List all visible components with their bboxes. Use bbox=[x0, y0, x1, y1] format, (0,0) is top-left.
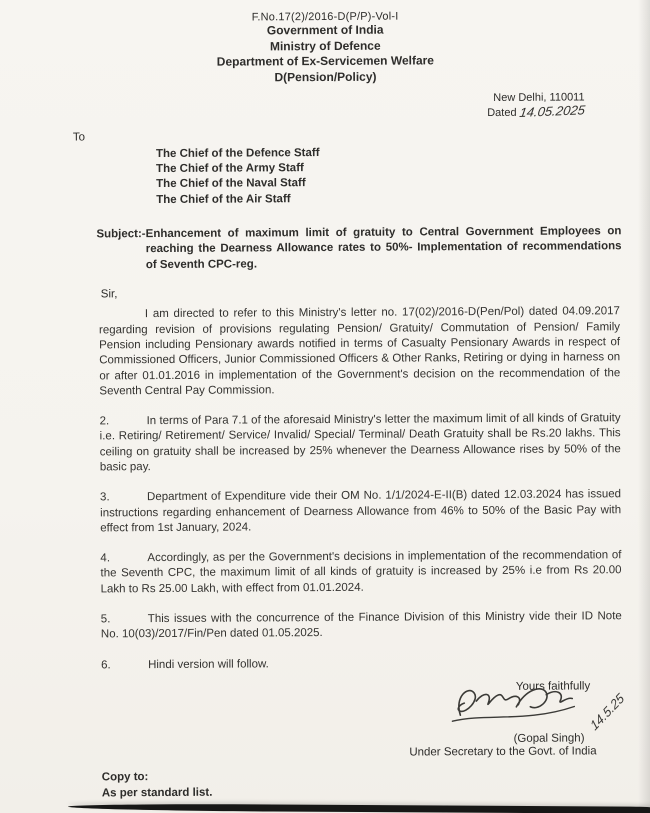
paragraph-2-number: 2. bbox=[99, 415, 110, 428]
copy-to-block bbox=[102, 766, 650, 801]
paragraph-4-text: Accordingly, as per the Government's decisions in implementation of the recommendation of the Seventh CPC, the maximum limit of all kinds of gratuity is increased by 25% i.e from Rs 20.00 Lakh to Rs 25.00 Lakh, with effect from 01.01.2024. bbox=[100, 549, 622, 596]
subject-block bbox=[96, 224, 621, 274]
paragraph-6-text: Hindi version will follow. bbox=[148, 658, 269, 671]
copy-to-label: Copy to: bbox=[101, 771, 149, 784]
paragraph-5 bbox=[101, 609, 622, 643]
org-pension-policy: D(Pension/Policy) bbox=[274, 69, 377, 84]
signatory-designation: Under Secretary to the Govt. of India bbox=[409, 745, 597, 759]
paragraph-2 bbox=[100, 411, 621, 475]
file-number: F.No.17(2)/2016-D(P/P)-Vol-I bbox=[251, 10, 399, 24]
paragraph-6 bbox=[101, 655, 622, 673]
paragraph-6-number: 6. bbox=[101, 658, 111, 672]
paragraph-3 bbox=[100, 487, 621, 536]
place-date-block bbox=[1, 90, 650, 123]
signatory-name: (Gopal Singh) bbox=[513, 732, 585, 745]
to-label: To bbox=[72, 131, 86, 144]
copy-to-value: As per standard list. bbox=[101, 786, 213, 800]
paragraph-4-number: 4. bbox=[100, 552, 111, 565]
dated-label: Dated bbox=[487, 106, 517, 120]
closing-yours-faithfully: Yours faithfully bbox=[515, 680, 591, 693]
salutation: Sir, bbox=[100, 288, 118, 301]
addressee-list bbox=[156, 144, 650, 208]
place-line: New Delhi, 110011 bbox=[493, 91, 585, 104]
signature-scrawl-icon bbox=[446, 676, 596, 737]
handwritten-date: 14.05.2025 bbox=[518, 102, 586, 120]
addressee-army-staff: The Chief of the Army Staff bbox=[155, 162, 304, 176]
letter-header bbox=[0, 0, 650, 87]
paragraph-2-text: In terms of Para 7.1 of the aforesaid Ministry's letter the maximum limit of all kinds of Gratuity i.e. Retiring/ Retirement/ Service/ Invalid/ Special/ Terminal/ Death Gratuity shall be Rs.20 lakhs. This ceiling on gratuity shall be increased by 25% whenever the Dearness Allowance rises by 50% of the basic pay. bbox=[99, 412, 621, 474]
addressee-defence-staff: The Chief of the Defence Staff bbox=[155, 147, 320, 161]
paragraph-5-text: This issues with the concurrence of the Finance Division of this Ministry vide their ID Note No. 10(03)/2017/Fin/Pen dated 01.05.2025. bbox=[100, 610, 622, 641]
paragraph-4 bbox=[100, 548, 621, 597]
org-ministry-of-defence: Ministry of Defence bbox=[269, 38, 381, 53]
subject-text: Enhancement of maximum limit of gratuity to Central Government Employees on reaching the Dearness Allowance rates to 50%- Implementation of recommendations of Seventh CPC-reg. bbox=[145, 225, 622, 271]
subject-label: Subject:- bbox=[96, 227, 146, 241]
paragraph-5-number: 5. bbox=[100, 613, 111, 626]
paragraph-3-text: Department of Expenditure vide their OM No. 1/1/2024-E-II(B) dated 12.03.2024 has issued instructions regarding enhancement of Dearness Allowance from 46% to 50% of the Basic Pay with effect from 1st January, 2024. bbox=[100, 488, 622, 535]
scan-bottom-edge bbox=[68, 803, 650, 813]
org-department: Department of Ex-Servicemen Welfare bbox=[216, 53, 435, 69]
paragraph-1: I am directed to refer to this Ministry's letter no. 17(02)/2016-D(Pen/Pol) dated 04.09.2017 regarding revision of provisions regulating Pension/ Gratuity/ Commutation of Pension/ Family Pension including Pensionary awards notified in terms of Casualty Pensionary Awards in respect of Commissioned Officers, Junior Commissioned Officers & Other Ranks, Retiring or dying in harness on or after 01.01.2016 in implementation of the Government's decision on the recommendation of the Seventh Central Pay Commission. bbox=[98, 305, 621, 398]
paragraph-3-number: 3. bbox=[99, 491, 110, 504]
org-government-of-india: Government of India bbox=[266, 22, 384, 38]
addressee-air-staff: The Chief of the Air Staff bbox=[156, 192, 291, 206]
dated-line bbox=[1, 104, 585, 123]
signature-handwritten-date: 14.5.25 bbox=[586, 690, 627, 734]
addressee-naval-staff: The Chief of the Naval Staff bbox=[156, 177, 306, 191]
